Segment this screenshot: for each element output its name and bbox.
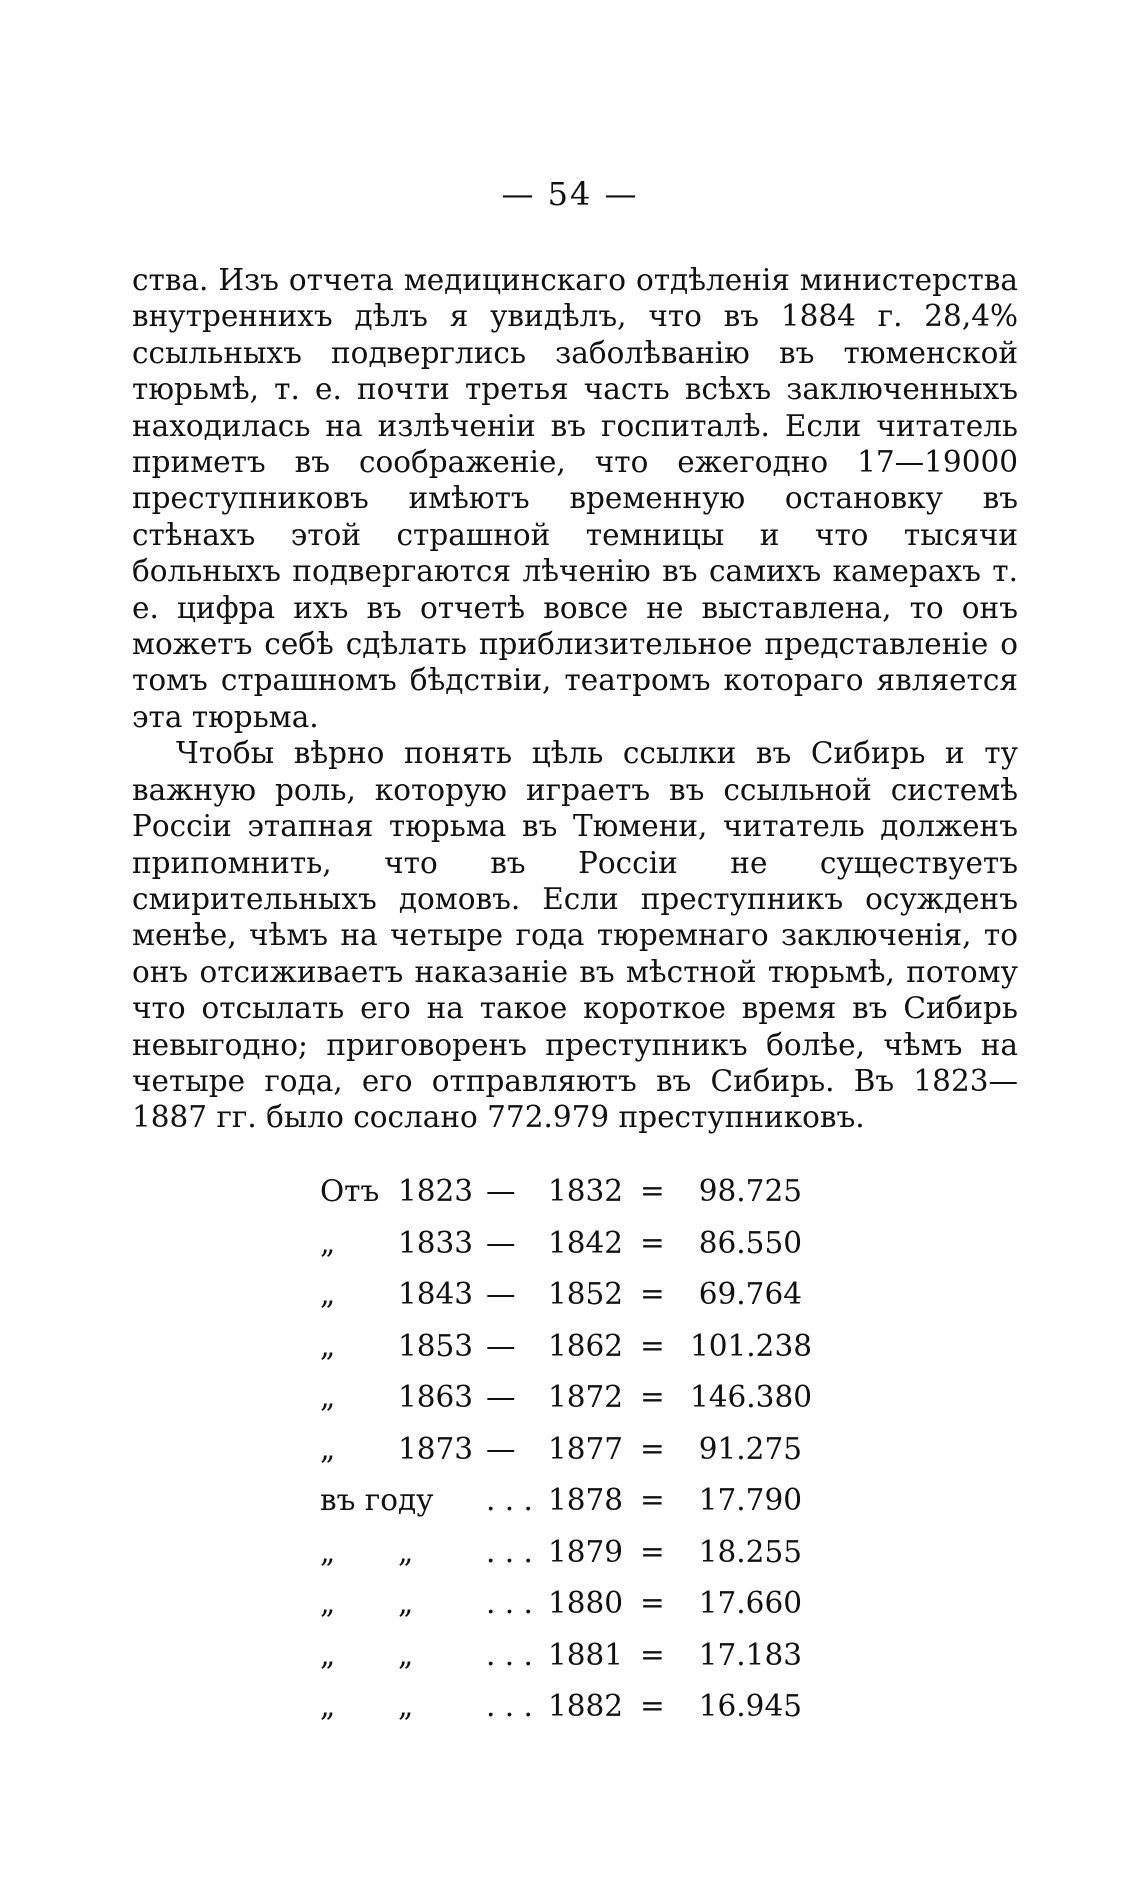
year-from: 1873 [398,1431,474,1466]
range-dash: — [486,1328,516,1363]
exile-count: 101.238 [690,1328,812,1363]
equals-sign: = [640,1534,665,1569]
year-to: 1877 [548,1431,624,1466]
exile-count: 146.380 [690,1380,812,1414]
equals-sign: = [640,1483,665,1517]
table-row [320,1630,840,1682]
table-row [320,1475,840,1527]
equals-sign: = [640,1277,665,1311]
table-row [320,1424,840,1476]
row-label: „ [320,1380,336,1414]
exile-count: 16.945 [698,1689,802,1723]
row-label: „ [320,1431,336,1466]
year: 1882 [548,1689,624,1723]
exile-count: 17.660 [698,1586,802,1620]
equals-sign: = [640,1586,665,1620]
row-label: въ году [320,1483,434,1517]
equals-sign: = [640,1431,665,1466]
year-from: 1853 [398,1328,474,1363]
year-to: 1862 [548,1328,624,1363]
year-to: 1842 [548,1225,624,1260]
table-row [320,1681,840,1733]
exile-count: 18.255 [698,1534,802,1569]
exile-count: 91.275 [698,1431,802,1466]
year-from: 1863 [398,1380,474,1414]
equals-sign: = [640,1328,665,1363]
equals-sign: = [640,1380,665,1414]
leader-dots: . . . [486,1534,533,1569]
row-label: Отъ [320,1174,380,1208]
year: 1881 [548,1637,624,1672]
exile-count: 98.725 [698,1174,802,1208]
equals-sign: = [640,1637,665,1672]
page-number: — 54 — [501,175,639,213]
table-row [320,1578,840,1630]
leader-dots: . . . [486,1689,533,1723]
leader-dots: . . . [486,1483,533,1517]
row-label: „ [320,1277,336,1311]
year-from: 1843 [398,1277,474,1311]
exile-count: 86.550 [698,1225,802,1260]
row-label: „ [320,1586,336,1620]
year-to: 1872 [548,1380,624,1414]
paragraph-2: Чтобы вѣрно понять цѣль ссылки въ Сибирь и ту важную роль, которую играетъ въ ссыльной системѣ Россіи этапная тюрьма въ Тюмени, читатель долженъ припомнить, что въ Россіи не существуетъ смирительныхъ домовъ. Если преступникъ осужденъ менѣе, чѣмъ на четыре года тюремнаго заключенія, то онъ отсиживаетъ наказаніе въ мѣстной тюрьмѣ, потому что отсылать его на такое короткое время въ Сибирь невыгодно; приговоренъ преступникъ болѣе, чѣмъ на четыре года, его отправляютъ въ Сибирь. Въ 1823—1887 гг. было сослано 772.979 преступниковъ. [132,736,1018,1135]
year: 1878 [548,1483,624,1517]
exile-count: 69.764 [698,1277,802,1311]
table-row [320,1218,840,1270]
table-row [320,1269,840,1321]
table-row [320,1372,840,1424]
row-label: „ [320,1328,336,1363]
range-dash: — [486,1431,516,1466]
exile-count: 17.183 [698,1637,802,1672]
ditto-mark: „ [398,1586,414,1620]
row-label: „ [320,1225,336,1260]
body-text [132,262,1018,1136]
year: 1879 [548,1534,624,1569]
equals-sign: = [640,1225,665,1260]
paragraph-1: ства. Изъ отчета медицинскаго отдѣленія министерства внутреннихъ дѣлъ я увидѣлъ, что въ 1884 г. 28,4% ссыльныхъ подверглись заболѣванію въ тюменской тюрьмѣ, т. е. почти третья часть всѣхъ заключенныхъ находилась на излѣченіи въ госпиталѣ. Если читатель приметъ въ соображеніе, что ежегодно 17—19000 преступниковъ имѣютъ временную остановку въ стѣнахъ этой страшной темницы и что тысячи больныхъ подвергаются лѣченію въ самихъ камерахъ т. е. цифра ихъ въ отчетѣ вовсе не выставлена, то онъ можетъ себѣ сдѣлать приблизительное представленіе о томъ страшномъ бѣдствіи, театромъ котораго является эта тюрьма. [132,263,1018,734]
range-dash: — [486,1174,516,1208]
year-from: 1833 [398,1225,474,1260]
ditto-mark: „ [398,1689,414,1723]
ditto-mark: „ [398,1534,414,1569]
row-label: „ [320,1689,336,1723]
exile-statistics-table [320,1166,840,1733]
row-label: „ [320,1637,336,1672]
year-to: 1832 [548,1174,624,1208]
range-dash: — [486,1277,516,1311]
range-dash: — [486,1380,516,1414]
table-row [320,1321,840,1373]
leader-dots: . . . [486,1637,533,1672]
table-row [320,1166,840,1218]
range-dash: — [486,1225,516,1260]
ditto-mark: „ [398,1637,414,1672]
row-label: „ [320,1534,336,1569]
year: 1880 [548,1586,624,1620]
equals-sign: = [640,1689,665,1723]
table-row [320,1527,840,1579]
equals-sign: = [640,1174,665,1208]
year-to: 1852 [548,1277,624,1311]
year-from: 1823 [398,1174,474,1208]
leader-dots: . . . [486,1586,533,1620]
exile-count: 17.790 [698,1483,802,1517]
